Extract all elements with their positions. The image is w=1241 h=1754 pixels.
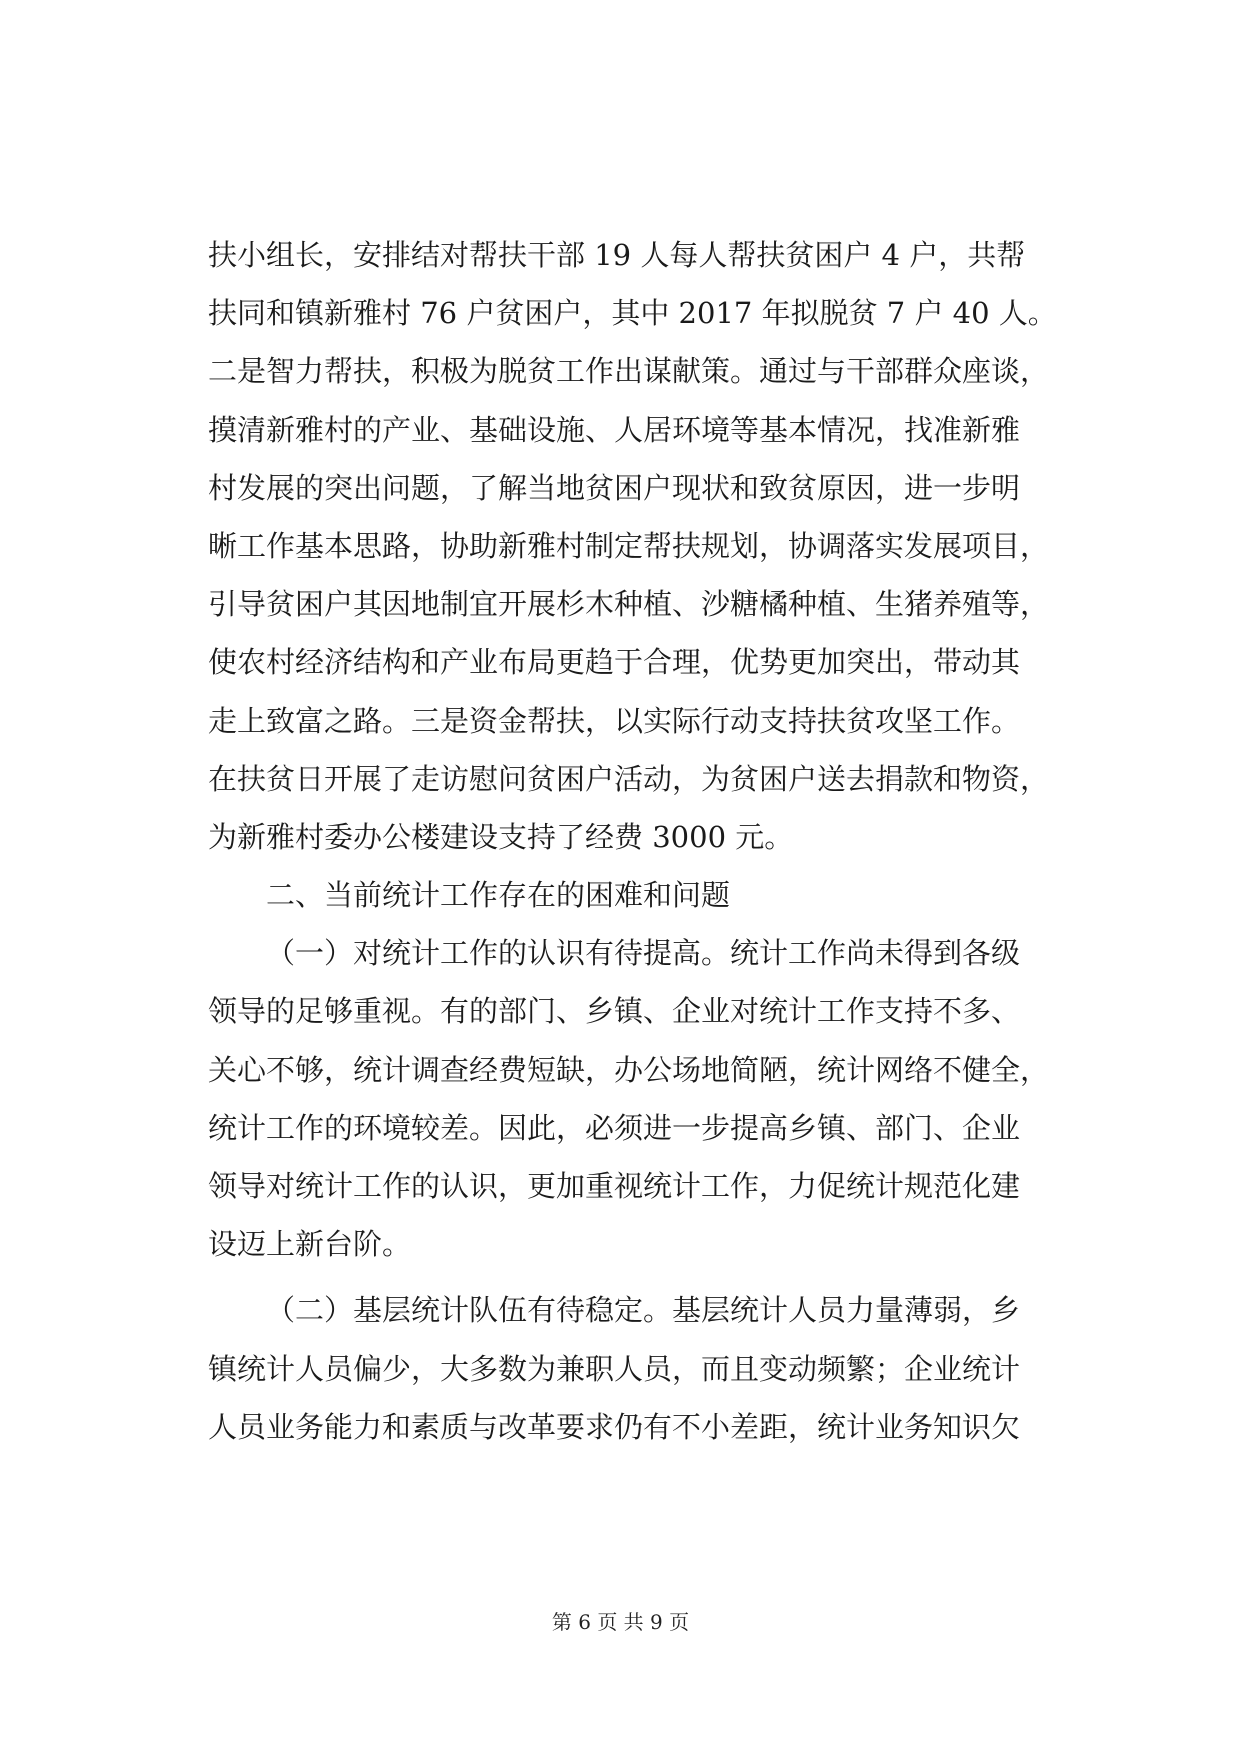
text-line: 村发展的突出问题，了解当地贫困户现状和致贫原因，进一步明 bbox=[208, 470, 1021, 505]
text-line: 关心不够，统计调查经费短缺，办公场地简陋，统计网络不健全， bbox=[208, 1052, 1050, 1087]
text-line: 人员业务能力和素质与改革要求仍有不小差距，统计业务知识欠 bbox=[208, 1409, 1021, 1444]
text-line: 在扶贫日开展了走访慰问贫困户活动，为贫困户送去捐款和物资， bbox=[208, 761, 1050, 796]
text-line: 晰工作基本思路，协助新雅村制定帮扶规划，协调落实发展项目， bbox=[208, 528, 1050, 563]
document-body bbox=[208, 226, 1088, 1456]
text-line: 二是智力帮扶，积极为脱贫工作出谋献策。通过与干部群众座谈， bbox=[208, 354, 1050, 389]
text-line: 领导对统计工作的认识，更加重视统计工作，力促统计规范化建 bbox=[208, 1169, 1021, 1203]
text-line: 走上致富之路。三是资金帮扶，以实际行动支持扶贫攻坚工作。 bbox=[208, 703, 1021, 738]
text-line: 统计工作的环境较差。因此，必须进一步提高乡镇、部门、企业 bbox=[208, 1110, 1021, 1145]
text-line: （一）对统计工作的认识有待提高。统计工作尚未得到各级 bbox=[266, 936, 1021, 971]
page-number-footer: 第 6 页 共 9 页 bbox=[551, 1610, 690, 1634]
text-line: 为新雅村委办公楼建设支持了经费 3000 元。 bbox=[208, 819, 794, 854]
text-line: 扶同和镇新雅村 76 户贫困户，其中 2017 年拟脱贫 7 户 40 人。 bbox=[208, 296, 1057, 331]
text-line: 扶小组长，安排结对帮扶干部 19 人每人帮扶贫困户 4 户，共帮 bbox=[208, 238, 1026, 272]
text-line: 引导贫困户其因地制宜开展杉木种植、沙糖橘种植、生猪养殖等， bbox=[208, 587, 1050, 622]
text-line: 摸清新雅村的产业、基础设施、人居环境等基本情况，找准新雅 bbox=[208, 412, 1021, 447]
text-line: （二）基层统计队伍有待稳定。基层统计人员力量薄弱，乡 bbox=[266, 1293, 1021, 1328]
text-line: 设迈上新台阶。 bbox=[208, 1227, 412, 1262]
section-heading: 二、当前统计工作存在的困难和问题 bbox=[266, 878, 731, 913]
text-line: 镇统计人员偏少，大多数为兼职人员，而且变动频繁；企业统计 bbox=[208, 1351, 1021, 1386]
text-line: 使农村经济结构和产业布局更趋于合理，优势更加突出，带动其 bbox=[208, 645, 1021, 680]
text-line: 领导的足够重视。有的部门、乡镇、企业对统计工作支持不多、 bbox=[208, 994, 1021, 1029]
